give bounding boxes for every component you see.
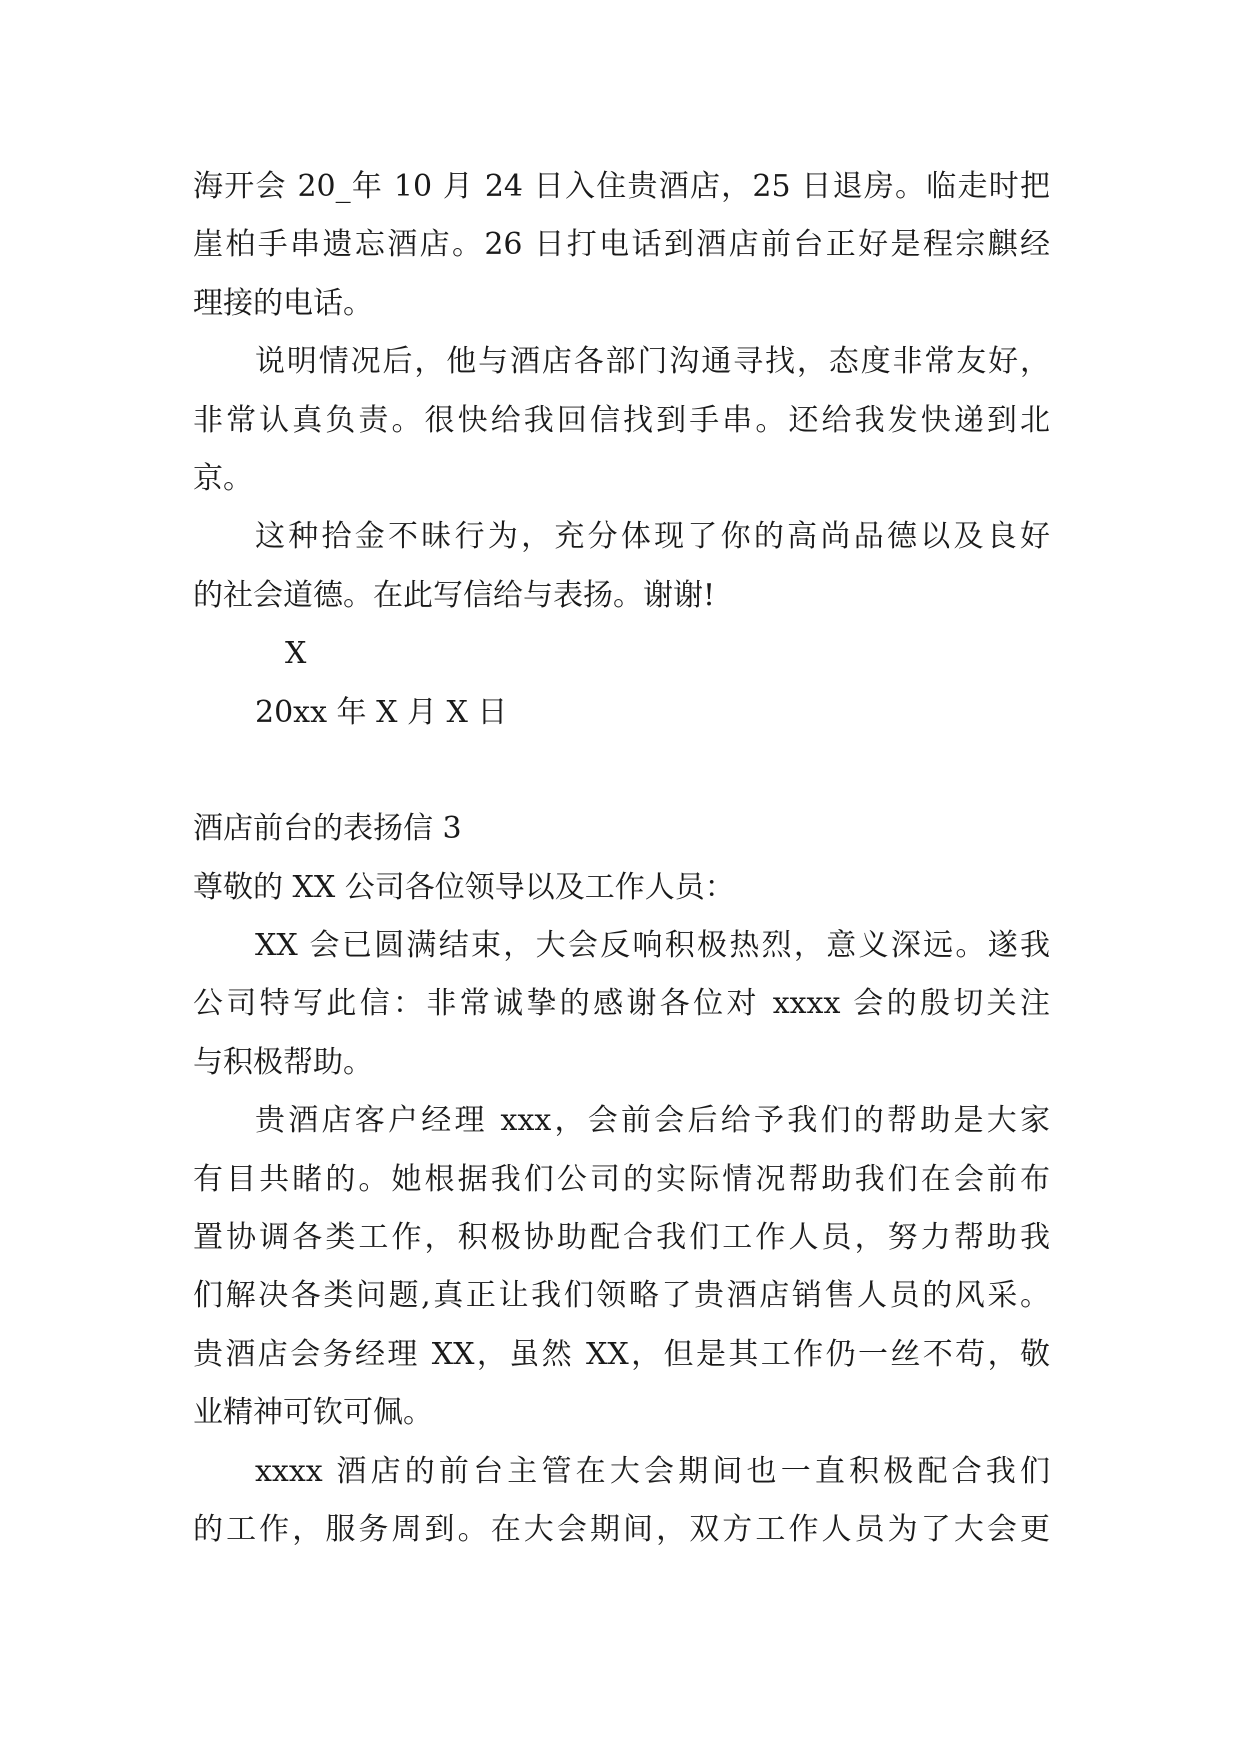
body-line: 海开会 20_年 10 月 24 日入住贵酒店，25 日退房。临走时把 bbox=[193, 169, 1050, 204]
body-line: 业精神可钦可佩。 bbox=[193, 1395, 433, 1431]
document-body bbox=[193, 158, 1050, 1559]
body-line: 们解决各类问题,真正让我们领略了贵酒店销售人员的风采。 bbox=[193, 1278, 1050, 1314]
body-line: 理接的电话。 bbox=[193, 285, 373, 321]
body-line: 有目共睹的。她根据我们公司的实际情况帮助我们在会前布 bbox=[193, 1161, 1050, 1197]
body-line: 的工作，服务周到。在大会期间，双方工作人员为了大会更 bbox=[193, 1511, 1050, 1547]
paragraph-first-line: xxxx 酒店的前台主管在大会期间也一直积极配合我们 bbox=[255, 1453, 1050, 1489]
paragraph-first-line: 说明情况后，他与酒店各部门沟通寻找，态度非常友好， bbox=[255, 344, 1050, 380]
body-line: 与积极帮助。 bbox=[193, 1044, 373, 1080]
body-line: 公司特写此信：非常诚挚的感谢各位对 xxxx 会的殷切关注 bbox=[193, 986, 1050, 1022]
body-line: 贵酒店会务经理 XX，虽然 XX，但是其工作仍一丝不苟，敬 bbox=[193, 1336, 1050, 1372]
body-line: 京。 bbox=[193, 460, 253, 496]
salutation: 尊敬的 XX 公司各位领导以及工作人员： bbox=[193, 869, 735, 905]
body-line: 置协调各类工作，积极协助配合我们工作人员，努力帮助我 bbox=[193, 1220, 1050, 1256]
blank-line bbox=[193, 742, 1050, 800]
signature: X bbox=[285, 636, 307, 672]
section-title: 酒店前台的表扬信 3 bbox=[193, 811, 462, 847]
paragraph-first-line: 这种拾金不昧行为，充分体现了你的高尚品德以及良好 bbox=[255, 519, 1050, 555]
signature-date: 20xx 年 X 月 X 日 bbox=[255, 694, 508, 730]
body-line: 非常认真负责。很快给我回信找到手串。还给我发快递到北 bbox=[193, 402, 1050, 438]
paragraph-first-line: 贵酒店客户经理 xxx，会前会后给予我们的帮助是大家 bbox=[255, 1103, 1050, 1139]
body-line: 的社会道德。在此写信给与表扬。谢谢! bbox=[193, 577, 716, 613]
body-line: 崖柏手串遗忘酒店。26 日打电话到酒店前台正好是程宗麒经 bbox=[193, 227, 1050, 263]
paragraph-first-line: XX 会已圆满结束，大会反响积极热烈，意义深远。遂我 bbox=[255, 928, 1050, 964]
